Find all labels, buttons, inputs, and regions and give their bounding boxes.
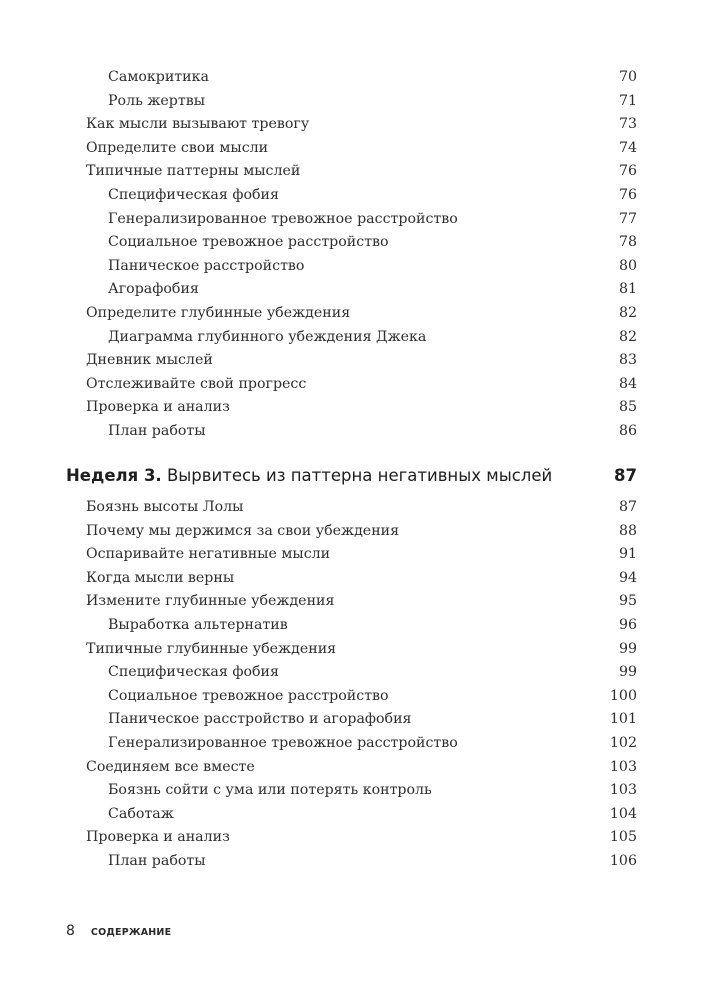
toc-entry[interactable] bbox=[0, 732, 703, 754]
toc-entry-title: Почему мы держимся за свои убеждения bbox=[86, 522, 400, 539]
toc-entry-page-number: 104 bbox=[609, 805, 637, 822]
toc-entry-page-number: 76 bbox=[618, 163, 637, 180]
footer-page-number: 8 bbox=[66, 923, 75, 939]
toc-entry-title: Специфическая фобия bbox=[108, 187, 279, 203]
toc-entry[interactable] bbox=[0, 231, 703, 253]
toc-entry[interactable] bbox=[0, 520, 703, 542]
toc-entry[interactable] bbox=[0, 349, 703, 371]
toc-entry[interactable] bbox=[0, 614, 703, 636]
toc-entry[interactable] bbox=[0, 685, 703, 707]
toc-entry[interactable] bbox=[0, 184, 703, 206]
toc-entry-page-number: 88 bbox=[618, 522, 637, 539]
chapter-prefix: Неделя 3. bbox=[66, 466, 162, 485]
toc-entry-page-number: 82 bbox=[618, 305, 637, 321]
toc-entry-page-number: 81 bbox=[618, 281, 637, 298]
toc-entry-page-number: 76 bbox=[618, 187, 637, 203]
toc-entry-page-number: 86 bbox=[618, 423, 637, 439]
toc-entry[interactable] bbox=[0, 567, 703, 589]
page-footer bbox=[66, 919, 171, 941]
toc-entry-page-number: 91 bbox=[618, 546, 637, 563]
toc-entry-page-number: 106 bbox=[609, 853, 637, 869]
toc-entry-page-number: 103 bbox=[609, 758, 637, 775]
toc-entry-page-number: 73 bbox=[618, 116, 637, 133]
toc-entry-title: Самокритика bbox=[108, 69, 209, 85]
toc-entry[interactable] bbox=[0, 326, 703, 348]
toc-entry[interactable] bbox=[0, 278, 703, 300]
toc-entry-title: Типичные паттерны мыслей bbox=[86, 163, 301, 180]
toc-entry-title: Социальное тревожное расстройство bbox=[108, 234, 389, 251]
toc-entry-title: Диаграмма глубинного убеждения Джека bbox=[108, 328, 427, 345]
toc-entry-page-number: 99 bbox=[618, 664, 637, 681]
toc-entry-title: Паническое расстройство и агорафобия bbox=[108, 711, 412, 728]
toc-entry-page-number: 78 bbox=[618, 234, 637, 251]
toc-entry-title: Проверка и анализ bbox=[86, 829, 230, 846]
toc-entry-page-number: 83 bbox=[618, 352, 637, 369]
toc-entry-title: План работы bbox=[108, 853, 206, 869]
footer-section-label: СОДЕРЖАНИЕ bbox=[90, 927, 172, 938]
toc-entry-page-number: 87 bbox=[618, 499, 637, 515]
toc-entry-title: Типичные глубинные убеждения bbox=[86, 640, 337, 657]
toc-entry-title: Агорафобия bbox=[108, 281, 199, 298]
toc-entry-page-number: 70 bbox=[618, 69, 637, 85]
toc-entry-title: Соединяем все вместе bbox=[86, 758, 255, 775]
toc-entry-title: Выработка альтернатив bbox=[108, 617, 288, 633]
toc-entry-title: Специфическая фобия bbox=[108, 664, 279, 681]
toc-entry[interactable] bbox=[0, 137, 703, 159]
toc-entry-page-number: 77 bbox=[618, 210, 637, 227]
toc-entry-title: Когда мысли верны bbox=[86, 569, 235, 586]
chapter-title bbox=[66, 462, 552, 490]
toc-entry-page-number: 85 bbox=[618, 399, 637, 416]
toc-entry[interactable] bbox=[0, 420, 703, 442]
toc-entry[interactable] bbox=[0, 590, 703, 612]
toc-entry-title: Генерализированное тревожное расстройство bbox=[108, 210, 458, 227]
toc-entry[interactable] bbox=[0, 160, 703, 182]
toc-entry-page-number: 71 bbox=[618, 92, 637, 109]
toc-entry-title: Определите глубинные убеждения bbox=[86, 305, 351, 321]
toc-entry-title: Генерализированное тревожное расстройство bbox=[108, 735, 458, 751]
toc-entry[interactable] bbox=[0, 756, 703, 778]
toc-entry-page-number: 84 bbox=[618, 375, 637, 392]
toc-entry-page-number: 100 bbox=[609, 687, 637, 704]
toc-entry-page-number: 96 bbox=[618, 617, 637, 633]
toc-entry-page-number: 101 bbox=[609, 711, 637, 728]
toc-entry-page-number: 74 bbox=[618, 139, 637, 156]
toc-entry-page-number: 95 bbox=[618, 593, 637, 610]
toc-entry-title: Проверка и анализ bbox=[86, 399, 230, 416]
toc-entry[interactable] bbox=[0, 396, 703, 418]
toc-entry-page-number: 94 bbox=[618, 569, 637, 586]
toc-entry-page-number: 80 bbox=[618, 257, 637, 274]
toc-entry-title: Паническое расстройство bbox=[108, 257, 305, 274]
toc-entry-title: Определите свои мысли bbox=[86, 139, 269, 156]
toc-entry-page-number: 99 bbox=[618, 640, 637, 657]
toc-entry[interactable] bbox=[0, 826, 703, 848]
toc-entry-page-number: 103 bbox=[609, 782, 637, 799]
toc-entry-title: Дневник мыслей bbox=[86, 352, 213, 369]
toc-entry[interactable] bbox=[0, 90, 703, 112]
toc-entry[interactable] bbox=[0, 661, 703, 683]
toc-entry[interactable] bbox=[0, 803, 703, 825]
toc-entry-title: План работы bbox=[108, 423, 206, 439]
toc-entry-page-number: 102 bbox=[609, 735, 637, 751]
toc-entry-page-number: 82 bbox=[618, 328, 637, 345]
toc-entry[interactable] bbox=[0, 543, 703, 565]
toc-entry-title: Роль жертвы bbox=[108, 92, 205, 109]
toc-entry-page-number: 105 bbox=[609, 829, 637, 846]
toc-entry-title: Боязнь высоты Лолы bbox=[86, 499, 244, 515]
toc-entry[interactable] bbox=[0, 708, 703, 730]
chapter-heading[interactable] bbox=[0, 462, 703, 490]
toc-entry[interactable] bbox=[0, 255, 703, 277]
chapter-title-text: Вырвитесь из паттерна негативных мыслей bbox=[161, 466, 553, 485]
toc-entry-title: Как мысли вызывают тревогу bbox=[86, 116, 310, 133]
toc-entry-title: Саботаж bbox=[108, 805, 174, 822]
toc-entry[interactable] bbox=[0, 302, 703, 324]
toc-entry[interactable] bbox=[0, 113, 703, 135]
toc-entry-title: Социальное тревожное расстройство bbox=[108, 687, 389, 704]
toc-entry[interactable] bbox=[0, 850, 703, 872]
toc-entry-title: Боязнь сойти с ума или потерять контроль bbox=[108, 782, 432, 799]
toc-entry-title: Измените глубинные убеждения bbox=[86, 593, 335, 610]
toc-entry[interactable] bbox=[0, 66, 703, 88]
toc-entry[interactable] bbox=[0, 496, 703, 518]
toc-entry-title: Оспаривайте негативные мысли bbox=[86, 546, 331, 563]
toc-entry[interactable] bbox=[0, 779, 703, 801]
toc-entry[interactable] bbox=[0, 208, 703, 230]
toc-entry[interactable] bbox=[0, 373, 703, 395]
toc-entry[interactable] bbox=[0, 638, 703, 660]
toc-entry-title: Отслеживайте свой прогресс bbox=[86, 375, 307, 392]
chapter-page-number: 87 bbox=[614, 466, 637, 485]
